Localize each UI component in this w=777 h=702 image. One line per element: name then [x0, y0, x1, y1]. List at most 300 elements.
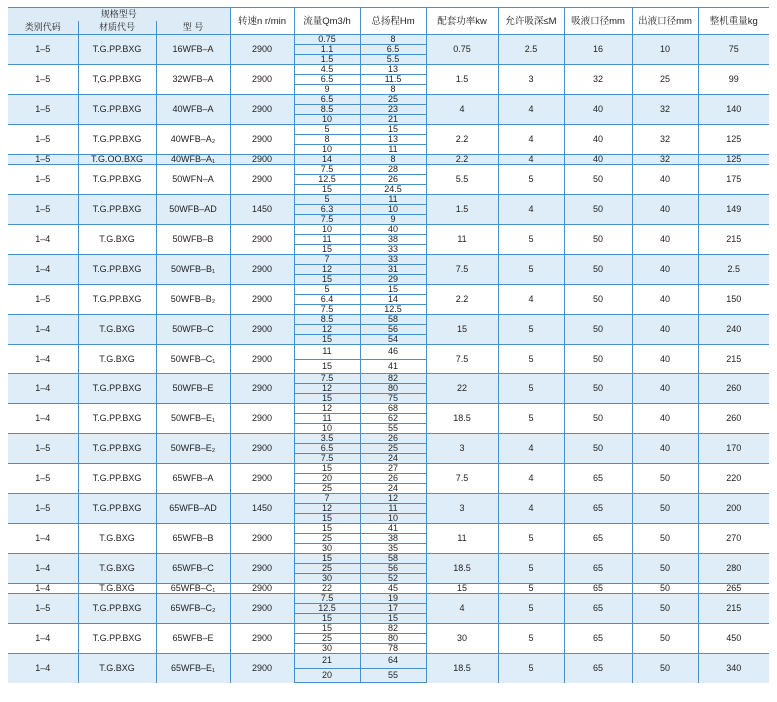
inlet-cell: 50: [564, 374, 632, 404]
flow-cell: 7: [294, 255, 360, 265]
flow-cell: 11: [294, 414, 360, 424]
outlet-cell: 32: [632, 95, 698, 125]
category-code-cell: 1–5: [8, 95, 78, 125]
head-cell: 15: [360, 614, 426, 624]
head-cell: 33: [360, 245, 426, 255]
flow-cell: 30: [294, 544, 360, 554]
power-cell: 18.5: [426, 654, 498, 683]
weight-cell: 149: [698, 195, 769, 225]
model-cell: 65WFB–C₁: [156, 584, 230, 594]
power-cell: 30: [426, 624, 498, 654]
category-code-cell: 1–5: [8, 165, 78, 195]
speed-cell: 2900: [230, 434, 294, 464]
power-cell: 3: [426, 434, 498, 464]
outlet-cell: 40: [632, 165, 698, 195]
flow-cell: 6.3: [294, 205, 360, 215]
head-cell: 13: [360, 65, 426, 75]
head-cell: 46: [360, 345, 426, 360]
flow-cell: 8.5: [294, 315, 360, 325]
speed-cell: 2900: [230, 155, 294, 165]
category-code-cell: 1–5: [8, 35, 78, 65]
category-code-cell: 1–5: [8, 195, 78, 225]
outlet-cell: 32: [632, 155, 698, 165]
flow-cell: 12.5: [294, 604, 360, 614]
inlet-cell: 50: [564, 195, 632, 225]
suction-cell: 4: [498, 434, 564, 464]
weight-cell: 170: [698, 434, 769, 464]
material-code-cell: T.G.PP.BXG: [78, 374, 156, 404]
inlet-cell: 40: [564, 125, 632, 155]
flow-cell: 1.1: [294, 45, 360, 55]
category-code-cell: 1–4: [8, 255, 78, 285]
flow-cell: 30: [294, 574, 360, 584]
flow-cell: 1.5: [294, 55, 360, 65]
suction-cell: 5: [498, 165, 564, 195]
outlet-cell: 40: [632, 315, 698, 345]
head-cell: 28: [360, 165, 426, 175]
speed-cell: 2900: [230, 584, 294, 594]
flow-cell: 5: [294, 125, 360, 135]
flow-cell: 15: [294, 514, 360, 524]
flow-cell: 6.5: [294, 95, 360, 105]
power-cell: 15: [426, 584, 498, 594]
table-row: [8, 594, 769, 604]
flow-cell: 20: [294, 474, 360, 484]
material-code-cell: T.G.PP.BXG: [78, 125, 156, 155]
head-cell: 19: [360, 594, 426, 604]
inlet-cell: 50: [564, 434, 632, 464]
flow-cell: 6.5: [294, 444, 360, 454]
flow-cell: 12: [294, 384, 360, 394]
model-cell: 32WFB–A: [156, 65, 230, 95]
model-cell: 50WFN–A: [156, 165, 230, 195]
flow-cell: 3.5: [294, 434, 360, 444]
table-row: [8, 345, 769, 360]
speed-cell: 2900: [230, 594, 294, 624]
table-row: [8, 315, 769, 325]
flow-cell: 12: [294, 325, 360, 335]
header-category-code: 类别代码: [8, 21, 78, 35]
model-cell: 65WFB–E: [156, 624, 230, 654]
head-cell: 52: [360, 574, 426, 584]
table-row: [8, 35, 769, 45]
flow-cell: 25: [294, 564, 360, 574]
inlet-cell: 50: [564, 315, 632, 345]
speed-cell: 2900: [230, 125, 294, 155]
head-cell: 11.5: [360, 75, 426, 85]
table-row: [8, 464, 769, 474]
inlet-cell: 50: [564, 255, 632, 285]
flow-cell: 15: [294, 624, 360, 634]
spec-table-body: [8, 35, 769, 683]
category-code-cell: 1–4: [8, 315, 78, 345]
weight-cell: 215: [698, 225, 769, 255]
speed-cell: 2900: [230, 554, 294, 584]
inlet-cell: 50: [564, 285, 632, 315]
table-row: [8, 404, 769, 414]
outlet-cell: 50: [632, 594, 698, 624]
speed-cell: 2900: [230, 165, 294, 195]
head-cell: 24.5: [360, 185, 426, 195]
weight-cell: 175: [698, 165, 769, 195]
suction-cell: 5: [498, 225, 564, 255]
head-cell: 40: [360, 225, 426, 235]
model-cell: 65WFB–C: [156, 554, 230, 584]
material-code-cell: T.G.PP.BXG: [78, 404, 156, 434]
weight-cell: 280: [698, 554, 769, 584]
speed-cell: 1450: [230, 195, 294, 225]
inlet-cell: 50: [564, 345, 632, 374]
flow-cell: 12: [294, 404, 360, 414]
inlet-cell: 40: [564, 155, 632, 165]
material-code-cell: T.G.BXG: [78, 315, 156, 345]
speed-cell: 1450: [230, 494, 294, 524]
speed-cell: 2900: [230, 225, 294, 255]
flow-cell: 10: [294, 225, 360, 235]
power-cell: 11: [426, 524, 498, 554]
flow-cell: 7.5: [294, 305, 360, 315]
inlet-cell: 65: [564, 494, 632, 524]
inlet-cell: 16: [564, 35, 632, 65]
power-cell: 2.2: [426, 155, 498, 165]
header-head: 总扬程Hm: [360, 8, 426, 35]
material-code-cell: T.G.PP.BXG: [78, 95, 156, 125]
head-cell: 17: [360, 604, 426, 614]
head-cell: 8: [360, 35, 426, 45]
material-code-cell: T.G.BXG: [78, 345, 156, 374]
flow-cell: 21: [294, 654, 360, 669]
weight-cell: 125: [698, 125, 769, 155]
speed-cell: 2900: [230, 315, 294, 345]
head-cell: 29: [360, 275, 426, 285]
suction-cell: 3: [498, 65, 564, 95]
header-suction: 允许吸深≤M: [498, 8, 564, 35]
flow-cell: 30: [294, 644, 360, 654]
head-cell: 58: [360, 315, 426, 325]
category-code-cell: 1–4: [8, 584, 78, 594]
material-code-cell: T.G.PP.BXG: [78, 255, 156, 285]
flow-cell: 10: [294, 145, 360, 155]
head-cell: 27: [360, 464, 426, 474]
suction-cell: 4: [498, 285, 564, 315]
table-row: [8, 434, 769, 444]
power-cell: 7.5: [426, 464, 498, 494]
head-cell: 55: [360, 668, 426, 683]
inlet-cell: 65: [564, 584, 632, 594]
suction-cell: 4: [498, 155, 564, 165]
head-cell: 41: [360, 359, 426, 374]
outlet-cell: 40: [632, 195, 698, 225]
weight-cell: 75: [698, 35, 769, 65]
material-code-cell: T.G.PP.BXG: [78, 285, 156, 315]
speed-cell: 2900: [230, 404, 294, 434]
power-cell: 11: [426, 225, 498, 255]
speed-cell: 2900: [230, 654, 294, 683]
outlet-cell: 50: [632, 624, 698, 654]
model-cell: 65WFB–B: [156, 524, 230, 554]
head-cell: 25: [360, 95, 426, 105]
header-spec-group: 规格型号: [8, 8, 230, 22]
flow-cell: 6.4: [294, 295, 360, 305]
outlet-cell: 50: [632, 554, 698, 584]
model-cell: 50WFB–E₁: [156, 404, 230, 434]
table-row: [8, 125, 769, 135]
header-weight: 整机重量kg: [698, 8, 769, 35]
table-row: [8, 65, 769, 75]
category-code-cell: 1–5: [8, 155, 78, 165]
power-cell: 5.5: [426, 165, 498, 195]
head-cell: 26: [360, 434, 426, 444]
weight-cell: 215: [698, 345, 769, 374]
head-cell: 13: [360, 135, 426, 145]
head-cell: 10: [360, 514, 426, 524]
model-cell: 40WFB–A₂: [156, 125, 230, 155]
inlet-cell: 65: [564, 524, 632, 554]
inlet-cell: 50: [564, 404, 632, 434]
weight-cell: 270: [698, 524, 769, 554]
suction-cell: 2.5: [498, 35, 564, 65]
material-code-cell: T.G.PP.BXG: [78, 624, 156, 654]
category-code-cell: 1–4: [8, 225, 78, 255]
speed-cell: 2900: [230, 65, 294, 95]
power-cell: 3: [426, 494, 498, 524]
model-cell: 40WFB–A: [156, 95, 230, 125]
outlet-cell: 40: [632, 225, 698, 255]
flow-cell: 9: [294, 85, 360, 95]
flow-cell: 15: [294, 335, 360, 345]
suction-cell: 5: [498, 255, 564, 285]
head-cell: 24: [360, 484, 426, 494]
power-cell: 4: [426, 95, 498, 125]
flow-cell: 7.5: [294, 165, 360, 175]
outlet-cell: 10: [632, 35, 698, 65]
flow-cell: 7.5: [294, 454, 360, 464]
speed-cell: 2900: [230, 285, 294, 315]
outlet-cell: 40: [632, 434, 698, 464]
flow-cell: 12: [294, 504, 360, 514]
table-row: [8, 225, 769, 235]
suction-cell: 4: [498, 195, 564, 225]
inlet-cell: 40: [564, 95, 632, 125]
flow-cell: 15: [294, 245, 360, 255]
flow-cell: 15: [294, 394, 360, 404]
flow-cell: 11: [294, 235, 360, 245]
material-code-cell: T.G.BXG: [78, 554, 156, 584]
head-cell: 15: [360, 125, 426, 135]
head-cell: 80: [360, 384, 426, 394]
material-code-cell: T.G.PP.BXG: [78, 35, 156, 65]
speed-cell: 2900: [230, 255, 294, 285]
flow-cell: 5: [294, 285, 360, 295]
header-power: 配套功率kw: [426, 8, 498, 35]
flow-cell: 15: [294, 185, 360, 195]
material-code-cell: T.G.BXG: [78, 225, 156, 255]
table-row: [8, 95, 769, 105]
power-cell: 4: [426, 594, 498, 624]
flow-cell: 10: [294, 115, 360, 125]
category-code-cell: 1–5: [8, 65, 78, 95]
head-cell: 75: [360, 394, 426, 404]
flow-cell: 15: [294, 275, 360, 285]
model-cell: 50WFB–B: [156, 225, 230, 255]
material-code-cell: T.G.PP.BXG: [78, 494, 156, 524]
material-code-cell: T.G.PP.BXG: [78, 165, 156, 195]
table-row: [8, 654, 769, 669]
head-cell: 8: [360, 155, 426, 165]
power-cell: 18.5: [426, 554, 498, 584]
flow-cell: 12: [294, 265, 360, 275]
table-row: [8, 494, 769, 504]
head-cell: 58: [360, 554, 426, 564]
head-cell: 31: [360, 265, 426, 275]
model-cell: 65WFB–E₁: [156, 654, 230, 683]
category-code-cell: 1–5: [8, 285, 78, 315]
material-code-cell: T.G.PP.BXG: [78, 434, 156, 464]
table-row: [8, 374, 769, 384]
model-cell: 16WFB–A: [156, 35, 230, 65]
flow-cell: 14: [294, 155, 360, 165]
head-cell: 55: [360, 424, 426, 434]
flow-cell: 6.5: [294, 75, 360, 85]
outlet-cell: 25: [632, 65, 698, 95]
power-cell: 7.5: [426, 255, 498, 285]
table-row: [8, 255, 769, 265]
power-cell: 18.5: [426, 404, 498, 434]
head-cell: 62: [360, 414, 426, 424]
head-cell: 38: [360, 534, 426, 544]
model-cell: 50WFB–E: [156, 374, 230, 404]
speed-cell: 2900: [230, 95, 294, 125]
weight-cell: 99: [698, 65, 769, 95]
material-code-cell: T.G.PP.BXG: [78, 594, 156, 624]
head-cell: 56: [360, 564, 426, 574]
suction-cell: 5: [498, 315, 564, 345]
weight-cell: 450: [698, 624, 769, 654]
suction-cell: 4: [498, 494, 564, 524]
model-cell: 50WFB–B₁: [156, 255, 230, 285]
flow-cell: 15: [294, 524, 360, 534]
head-cell: 8: [360, 85, 426, 95]
suction-cell: 4: [498, 95, 564, 125]
flow-cell: 7.5: [294, 215, 360, 225]
category-code-cell: 1–4: [8, 404, 78, 434]
model-cell: 50WFB–B₂: [156, 285, 230, 315]
head-cell: 54: [360, 335, 426, 345]
weight-cell: 140: [698, 95, 769, 125]
suction-cell: 5: [498, 524, 564, 554]
model-cell: 40WFB–A₁: [156, 155, 230, 165]
head-cell: 68: [360, 404, 426, 414]
head-cell: 23: [360, 105, 426, 115]
category-code-cell: 1–5: [8, 434, 78, 464]
weight-cell: 200: [698, 494, 769, 524]
inlet-cell: 50: [564, 225, 632, 255]
weight-cell: 240: [698, 315, 769, 345]
material-code-cell: T,G.PP.BXG: [78, 65, 156, 95]
weight-cell: 215: [698, 594, 769, 624]
flow-cell: 25: [294, 634, 360, 644]
model-cell: 65WFB–C₂: [156, 594, 230, 624]
head-cell: 24: [360, 454, 426, 464]
head-cell: 33: [360, 255, 426, 265]
weight-cell: 125: [698, 155, 769, 165]
header-material-code: 材质代号: [78, 21, 156, 35]
model-cell: 50WFB–AD: [156, 195, 230, 225]
head-cell: 10: [360, 205, 426, 215]
head-cell: 41: [360, 524, 426, 534]
inlet-cell: 65: [564, 464, 632, 494]
outlet-cell: 40: [632, 255, 698, 285]
suction-cell: 5: [498, 654, 564, 683]
head-cell: 21: [360, 115, 426, 125]
head-cell: 6.5: [360, 45, 426, 55]
category-code-cell: 1–4: [8, 624, 78, 654]
suction-cell: 5: [498, 594, 564, 624]
speed-cell: 2900: [230, 35, 294, 65]
table-row: [8, 584, 769, 594]
flow-cell: 8.5: [294, 105, 360, 115]
flow-cell: 8: [294, 135, 360, 145]
flow-cell: 11: [294, 345, 360, 360]
head-cell: 45: [360, 584, 426, 594]
category-code-cell: 1–5: [8, 464, 78, 494]
table-row: [8, 524, 769, 534]
head-cell: 64: [360, 654, 426, 669]
power-cell: 0.75: [426, 35, 498, 65]
material-code-cell: T.G.OO.BXG: [78, 155, 156, 165]
head-cell: 9: [360, 215, 426, 225]
outlet-cell: 32: [632, 125, 698, 155]
power-cell: 22: [426, 374, 498, 404]
flow-cell: 15: [294, 554, 360, 564]
outlet-cell: 50: [632, 584, 698, 594]
header-speed: 转速n r/min: [230, 8, 294, 35]
head-cell: 11: [360, 504, 426, 514]
weight-cell: 220: [698, 464, 769, 494]
outlet-cell: 40: [632, 345, 698, 374]
material-code-cell: T.G.BXG: [78, 524, 156, 554]
outlet-cell: 40: [632, 285, 698, 315]
power-cell: 1.5: [426, 195, 498, 225]
outlet-cell: 50: [632, 654, 698, 683]
head-cell: 26: [360, 474, 426, 484]
table-row: [8, 155, 769, 165]
inlet-cell: 65: [564, 654, 632, 683]
speed-cell: 2900: [230, 624, 294, 654]
weight-cell: 260: [698, 374, 769, 404]
head-cell: 78: [360, 644, 426, 654]
table-row: [8, 554, 769, 564]
weight-cell: 2.5: [698, 255, 769, 285]
category-code-cell: 1–4: [8, 654, 78, 683]
inlet-cell: 50: [564, 165, 632, 195]
power-cell: 2.2: [426, 125, 498, 155]
inlet-cell: 32: [564, 65, 632, 95]
suction-cell: 5: [498, 345, 564, 374]
material-code-cell: T.G.PP.BXG: [78, 464, 156, 494]
table-row: [8, 165, 769, 175]
head-cell: 80: [360, 634, 426, 644]
inlet-cell: 65: [564, 554, 632, 584]
model-cell: 50WFB–C₁: [156, 345, 230, 374]
flow-cell: 15: [294, 464, 360, 474]
model-cell: 50WFB–E₂: [156, 434, 230, 464]
category-code-cell: 1–5: [8, 125, 78, 155]
header-outlet: 出液口径mm: [632, 8, 698, 35]
flow-cell: 0.75: [294, 35, 360, 45]
head-cell: 25: [360, 444, 426, 454]
material-code-cell: T.G.PP.BXG: [78, 195, 156, 225]
